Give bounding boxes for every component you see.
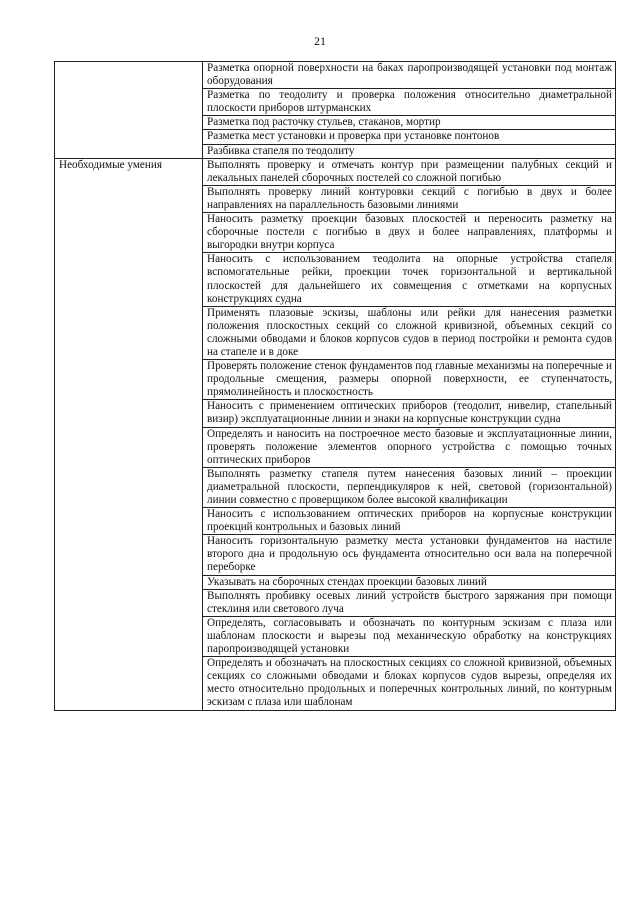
requirements-table [54,61,616,711]
table-cell: Применять плазовые эскизы, шаблоны или рейки для нанесения разметки положения плоскостных секций со сложной кривизной, объемных секций со сложными обводами и блоков корпусов судов в период постройки и ремонта судов на стапеле и в доке [203,306,616,359]
table-cell: Наносить разметку проекции базовых плоскостей и переносить разметку на сборочные постели с погибью в двух и более направлениях, платформы и выгородки внутри корпуса [203,213,616,253]
table-row [55,158,616,185]
empty-label-cell [55,62,203,159]
table-cell: Выполнять пробивку осевых линий устройств быстрого заряжания при помощи стеклиня или светового луча [203,589,616,616]
table-cell: Разметка по теодолиту и проверка положения относительно диаметральной плоскости приборов штурманских [203,89,616,116]
table-cell: Определять, согласовывать и обозначать по контурным эскизам с плаза или шаблонам плоскости и вырезы под механическую обработку на конструкциях паропроизводящей установки [203,616,616,656]
table-cell: Наносить с применением оптических приборов (теодолит, нивелир, стапельный визир) эксплуатационные линии и знаки на корпусные конструкции судна [203,400,616,427]
table-cell: Разбивка стапеля по теодолиту [203,144,616,158]
page-number: 21 [314,34,326,48]
skills-label: Необходимые умения [55,158,203,710]
table-row [55,62,616,89]
table-cell: Выполнять проверку линий контуровки секций с погибью в двух и более направлениях на параллельность базовыми линиями [203,185,616,212]
table-cell: Наносить с использованием оптических приборов на корпусные конструкции проекций контрольных и базовых линий [203,508,616,535]
table-cell: Разметка опорной поверхности на баках паропроизводящей установки под монтаж оборудования [203,62,616,89]
table-cell: Разметка мест установки и проверка при установке понтонов [203,130,616,144]
table-cell: Наносить с использованием теодолита на опорные устройства стапеля вспомогательные рейки, проекции точек горизонтальной и вертикальной плоскостей для дальнейшего их совмещения с отметками на корпусных конструкциях судна [203,253,616,306]
table-cell: Выполнять проверку и отмечать контур при размещении палубных секций и лекальных панелей сборочных постелей со сложной погибью [203,158,616,185]
table-cell: Определять и обозначать на плоскостных секциях со сложной кривизной, объемных секциях со сложными обводами и блоках корпусов судов вырезы, определяя их место относительно продольных и поперечных контрольных линий, по контурным эскизам с плаза или шаблонам [203,657,616,710]
table-cell: Указывать на сборочных стендах проекции базовых линий [203,575,616,589]
table-cell: Наносить горизонтальную разметку места установки фундаментов на настиле второго дна и продольную ось фундамента относительно оси вала на поперечной переборке [203,535,616,575]
table-cell: Разметка под расточку стульев, стаканов, мортир [203,116,616,130]
table-cell: Определять и наносить на построечное место базовые и эксплуатационные линии, проверять положение элементов опорного устройства с помощью точных оптических приборов [203,427,616,467]
table-cell: Выполнять разметку стапеля путем нанесения базовых линий – проекции диаметральной плоскости, перпендикуляров к ней, световой (горизонтальной) линии совместно с проверщиком более высокой квалификации [203,467,616,507]
table-cell: Проверять положение стенок фундаментов под главные механизмы на поперечные и продольные смещения, размеры опорной поверхности, ее ступенчатость, прямолинейность и плоскостность [203,360,616,400]
